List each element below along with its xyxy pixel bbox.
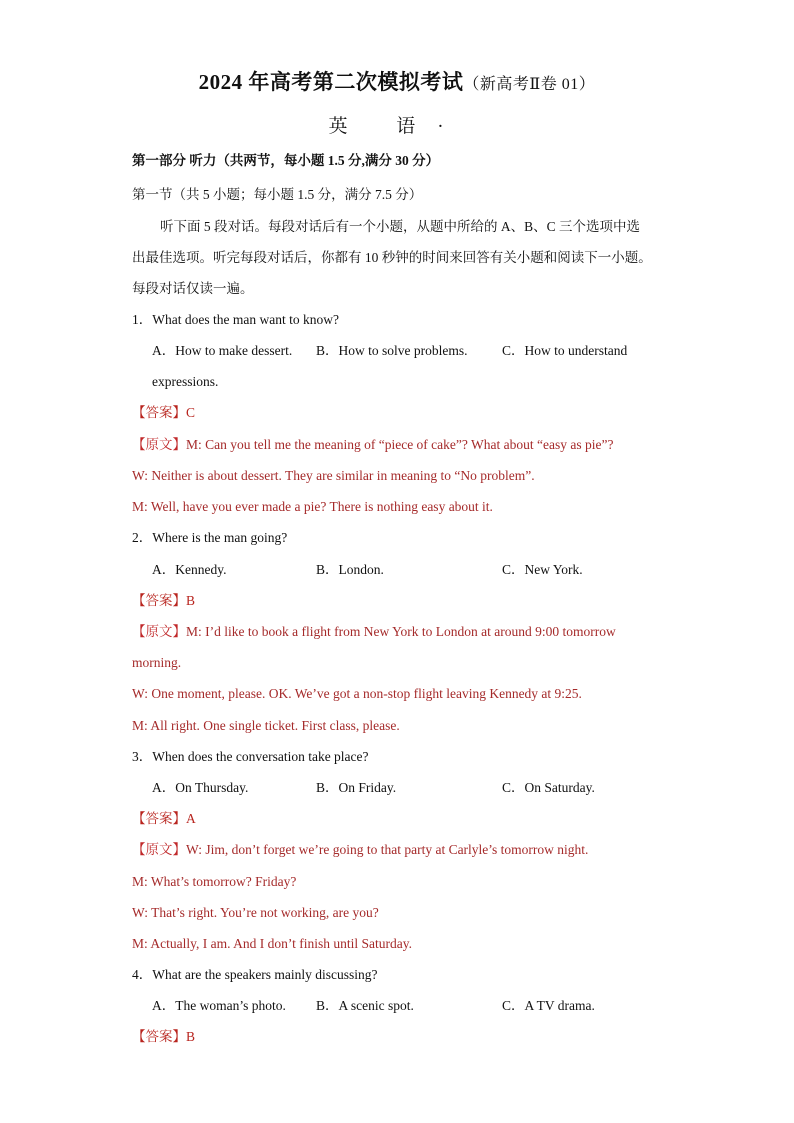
q3-option-b: B．On Friday. (316, 780, 397, 795)
answer-tag: 【答案】 (132, 593, 186, 608)
q1-transcript-line-3: M: Well, have you ever made a pie? There is nothing easy about it. (132, 499, 493, 514)
q3-transcript-line-4: M: Actually, I am. And I don’t finish until Saturday. (132, 936, 412, 951)
section-heading: 第一节（共 5 小题；每小题 1.5 分，满分 7.5 分） (132, 187, 423, 202)
q3-option-a: A．On Thursday. (152, 780, 249, 795)
transcript-text: M: I’d like to book a flight from New York to London at around 9:00 tomorrow (186, 624, 616, 639)
instruction-line-1: 听下面 5 段对话。每段对话后有一个小题，从题中所给的 A、B、C 三个选项中选 (160, 219, 641, 234)
part-heading: 第一部分 听力（共两节，每小题 1.5 分,满分 30 分） (132, 153, 440, 168)
question-3: 3．When does the conversation take place? (132, 749, 369, 764)
q2-answer (132, 592, 195, 610)
q2-transcript-line-3: W: One moment, please. OK. We’ve got a non-stop flight leaving Kennedy at 9:25. (132, 686, 582, 701)
answer-tag: 【答案】 (132, 1029, 186, 1044)
answer-tag: 【答案】 (132, 405, 186, 420)
q3-transcript-line-3: W: That’s right. You’re not working, are you? (132, 905, 379, 920)
original-tag: 【原文】 (132, 437, 186, 452)
page-title (0, 66, 794, 96)
q1-option-c-cont: expressions. (152, 374, 219, 389)
q2-option-b: B．London. (316, 562, 384, 577)
q4-answer (132, 1028, 195, 1046)
q2-transcript-line-1 (132, 623, 616, 641)
transcript-text: M: Can you tell me the meaning of “piece of cake”? What about “easy as pie”? (186, 437, 614, 452)
original-tag: 【原文】 (132, 842, 186, 857)
answer-value: A (186, 811, 196, 826)
instruction-line-3: 每段对话仅读一遍。 (132, 281, 254, 296)
q1-transcript-line-1 (132, 436, 613, 454)
q3-answer (132, 810, 196, 828)
q2-transcript-line-4: M: All right. One single ticket. First class, please. (132, 718, 400, 733)
q2-transcript-line-2: morning. (132, 655, 182, 670)
question-2: 2．Where is the man going? (132, 530, 288, 545)
q2-option-a: A．Kennedy. (152, 562, 227, 577)
q1-transcript-line-2: W: Neither is about dessert. They are similar in meaning to “No problem”. (132, 468, 535, 483)
question-1: 1．What does the man want to know? (132, 312, 339, 327)
q3-transcript-line-1 (132, 841, 588, 859)
q1-option-c: C．How to understand (502, 343, 628, 358)
q1-option-b: B．How to solve problems. (316, 343, 468, 358)
q1-option-a: A．How to make dessert. (152, 343, 293, 358)
q3-transcript-line-2: M: What’s tomorrow? Friday? (132, 874, 297, 889)
answer-value: C (186, 405, 196, 420)
q4-option-a: A．The woman’s photo. (152, 998, 286, 1013)
answer-tag: 【答案】 (132, 811, 186, 826)
q4-option-b: B．A scenic spot. (316, 998, 414, 1013)
answer-value: B (186, 593, 196, 608)
subject-title: 英 语· (328, 116, 466, 137)
q2-option-c: C．New York. (502, 562, 583, 577)
transcript-text: W: Jim, don’t forget we’re going to that party at Carlyle’s tomorrow night. (186, 842, 589, 857)
original-tag: 【原文】 (132, 624, 186, 639)
title-sub: （新高考Ⅱ卷 01） (463, 76, 596, 93)
q3-option-c: C．On Saturday. (502, 780, 595, 795)
question-4: 4．What are the speakers mainly discussing? (132, 967, 378, 982)
title-main: 2024 年高考第二次模拟考试 (198, 70, 464, 94)
q4-option-c: C．A TV drama. (502, 998, 595, 1013)
instruction-line-2: 出最佳选项。听完每段对话后，你都有 10 秒钟的时间来回答有关小题和阅读下一小题。 (132, 250, 652, 265)
q1-answer (132, 404, 195, 422)
answer-value: B (186, 1029, 196, 1044)
